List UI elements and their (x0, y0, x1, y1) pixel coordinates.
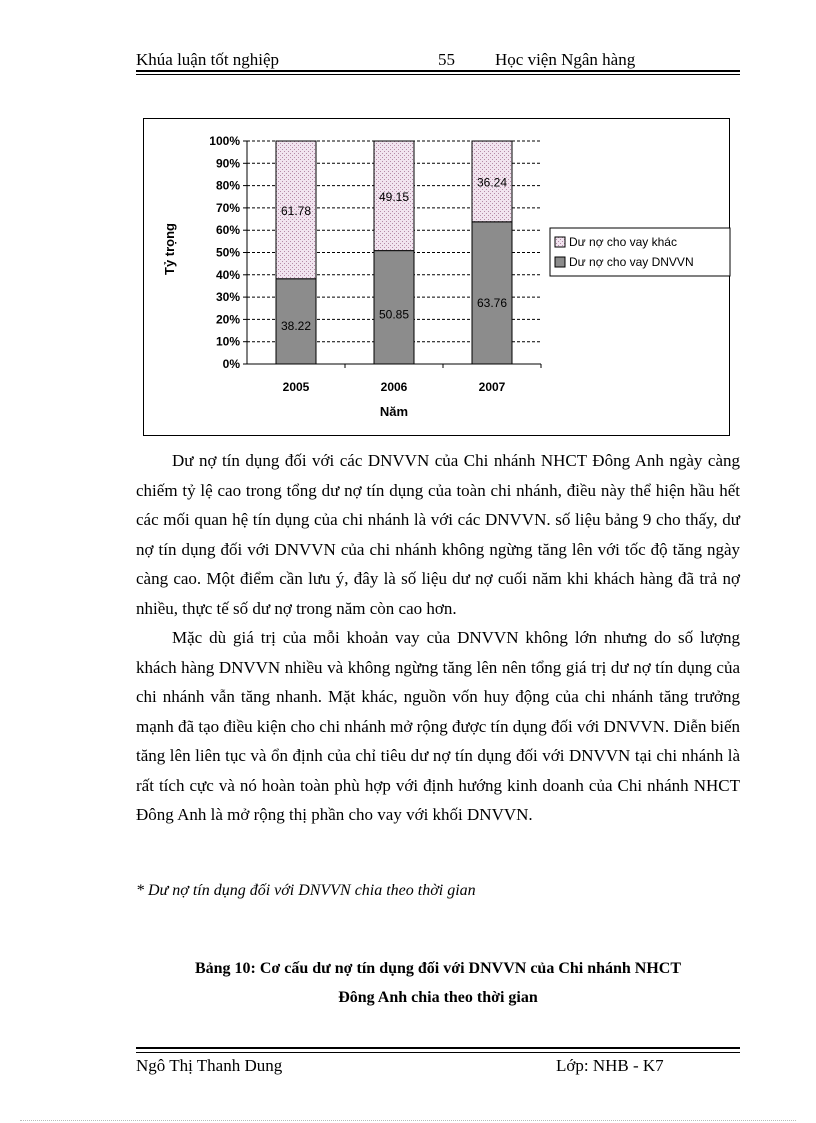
text-line: dụng đối với DNVVN. Diễn biến tăng lên liên tục và ổn định của chỉ tiêu dư nợ (136, 716, 741, 765)
y-tick-label: 70% (215, 200, 240, 215)
body-text (136, 446, 740, 830)
paragraph-2 (136, 623, 740, 830)
text-line: lượng khách hàng DNVVN nhiều và không ngừng tăng lên nên tổng giá trị dư (136, 628, 740, 677)
page-footer (136, 1056, 740, 1078)
text-line: hơn. (426, 598, 457, 618)
y-tick-label: 30% (215, 290, 240, 305)
text-line: bảng 9 cho thấy, dư nợ tín dụng đối với DNVVN của chi nhánh không ngừng (136, 510, 740, 559)
text-line: với định hướng kinh doanh của Chi nhánh NHCT Đông Anh là mở rộng thị phần (136, 775, 740, 824)
y-tick-label: 0% (222, 357, 240, 371)
footer-class: Lớp: NHB - K7 (556, 1056, 664, 1075)
chart-tick-labels (209, 134, 508, 394)
data-label-dnvvn: 50.85 (378, 307, 410, 322)
table-caption-line-2: Đông Anh chia theo thời gian (338, 989, 538, 1006)
y-tick-label: 60% (215, 223, 240, 238)
y-tick-label: 10% (215, 334, 240, 349)
footer-author: Ngô Thị Thanh Dung (136, 1056, 283, 1075)
y-tick-label: 40% (215, 267, 240, 282)
text-line: hiện hầu hết các mối quan hệ tín dụng của chi nhánh là với các DNVVN. số liệu (136, 480, 740, 529)
page-edge-divider (20, 1120, 796, 1121)
data-label-other: 49.15 (378, 189, 410, 204)
page-header (136, 48, 740, 70)
footer-rule-thin (136, 1052, 740, 1053)
paragraph-1 (136, 446, 740, 623)
header-rule-thin (136, 74, 740, 75)
x-tick-label: 2006 (380, 380, 408, 394)
text-line: càng chiếm tỷ lệ cao trong tổng dư nợ tín dụng của toàn chi nhánh, điều này thể (136, 451, 740, 500)
y-tick-label: 90% (215, 156, 240, 171)
page-number: 55 (438, 50, 455, 69)
y-tick-label: 20% (215, 312, 240, 327)
y-tick-label: 80% (215, 178, 240, 193)
text-line: Dư nợ tín dụng đối với các DNVVN của Chi nhánh NHCT Đông Anh ngày (172, 451, 703, 470)
legend-entry: Dư nợ cho vay DNVVN (569, 255, 694, 269)
data-label-dnvvn: 63.76 (476, 296, 508, 311)
text-line: chi nhánh tăng trưởng mạnh đã tạo điều kiện cho chi nhánh mở rộng được tín (136, 687, 740, 736)
x-tick-label: 2007 (478, 380, 506, 394)
text-line: Mặc dù giá trị của mỗi khoản vay của DNVVN không lớn nhưng do số (172, 628, 694, 647)
chart-frame (143, 118, 730, 436)
text-line: nợ tín dụng của chi nhánh vẫn tăng nhanh. Mặt khác, nguồn vốn huy động của (136, 657, 740, 706)
header-thesis-title: Khúa luận tốt nghiệp (136, 50, 280, 69)
text-line: tín dụng đối với DNVVN tại chi nhánh là rất tích cực và nó hoàn toàn phù hợp (136, 746, 741, 795)
legend-swatch (555, 257, 565, 267)
header-institution: Học viện Ngân hàng (495, 50, 636, 69)
section-note: * Dư nợ tín dụng đối với DNVVN chia theo thời gian (136, 882, 476, 899)
text-line: tăng lên với tốc độ tăng ngày càng cao. Một điểm cần lưu ý, đây là số liệu dư nợ (136, 539, 741, 588)
y-tick-label: 100% (209, 134, 240, 148)
data-label-dnvvn: 38.22 (280, 318, 312, 333)
bar-dnvvn (472, 222, 512, 364)
y-tick-label: 50% (215, 245, 240, 260)
chart-legend (550, 228, 730, 276)
x-axis-label: Năm (379, 404, 409, 419)
legend-swatch (555, 237, 565, 247)
data-label-other: 61.78 (280, 203, 312, 218)
text-line: cho vay với khối DNVVN. (348, 805, 533, 824)
header-rule-thick (136, 70, 740, 72)
stacked-bar-chart (144, 119, 731, 437)
data-label-other: 36.24 (476, 175, 508, 190)
footer-rule-thick (136, 1047, 740, 1049)
y-axis-label: Tỷ trọng (162, 223, 177, 275)
x-tick-label: 2005 (282, 380, 310, 394)
table-caption-line-1: Bảng 10: Cơ cấu dư nợ tín dụng đối với DNVVN của Chi nhánh NHCT (194, 960, 682, 977)
text-line: cuối năm khi khách hàng đã trả nợ nhiều, thực tế số dư nợ trong năm còn cao (136, 569, 740, 618)
legend-entry: Dư nợ cho vay khác (569, 235, 677, 249)
